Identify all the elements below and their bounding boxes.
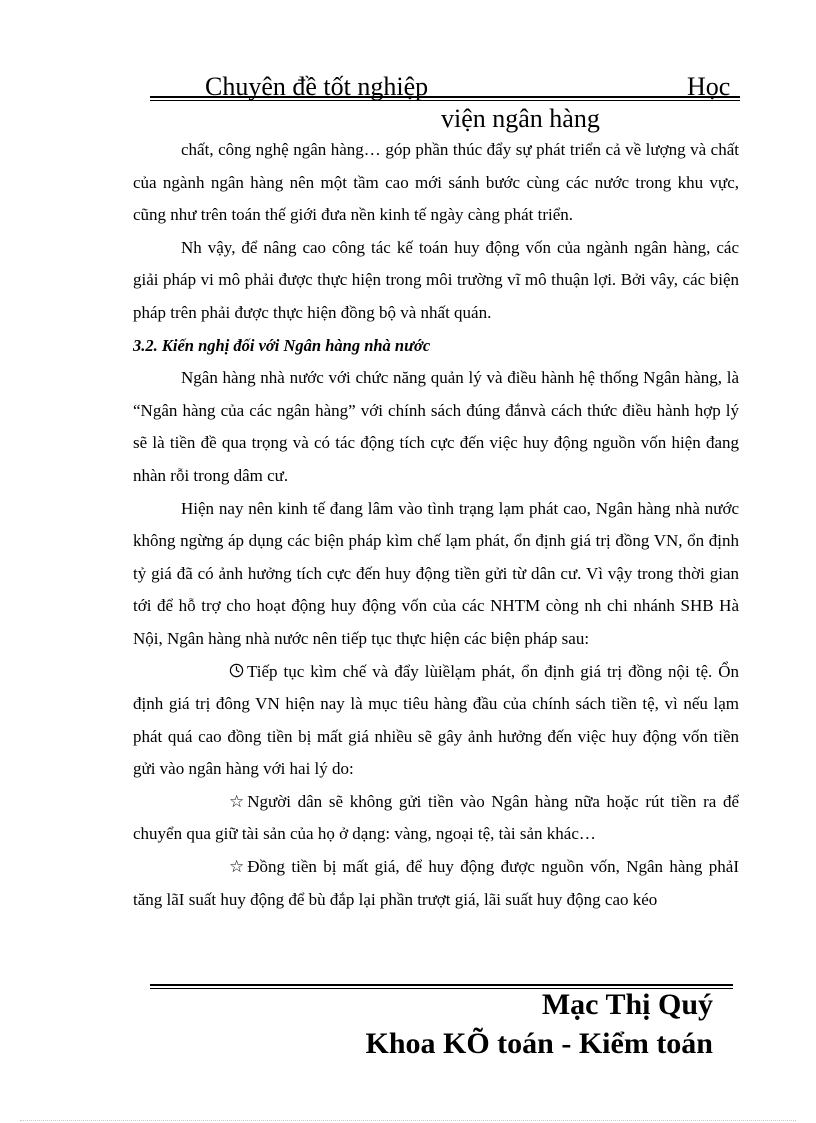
clock-icon <box>181 656 244 689</box>
author-name: Mạc Thị Quý <box>541 988 713 1021</box>
document-body <box>133 134 739 916</box>
paragraph: Hiện nay nên kinh tế đang lâm vào tình trạng lạm phát cao, Ngân hàng nhà nước không ngừng áp dụng các biện pháp kìm chế lạm phát, ổn định giá trị đồng VN, ổn định tỷ giá đã có ảnh hưởng tích cực đến huy động tiền gửi từ dân cư. Vì vậy trong thời gian tới để hỗ trợ cho hoạt động huy động vốn của các NHTM còng nh chi nhánh SHB Hà Nội, Ngân hàng nhà nước nên tiếp tục thực hiện các biện pháp sau: <box>133 498 739 648</box>
paragraph: Nh vậy, để nâng cao công tác kế toán huy động vốn của ngành ngân hàng, các giải pháp vi mô phải được thực hiện trong môi trường vĩ mô thuận lợi. Bởi vây, các biện pháp trên phải được thực hiện đồng bộ và nhất quán. <box>133 237 739 322</box>
star-icon: ☆ <box>229 857 245 877</box>
header-title: Chuyên đề tốt nghiệp <box>205 72 429 101</box>
header-rule-thin <box>150 100 740 101</box>
bullet-text: Người dân sẽ không gửi tiền vào Ngân hàng nữa hoặc rút tiền ra để chuyển qua giữ tài sản của họ ở dạng: vàng, ngoại tệ, tài sản khác… <box>133 791 739 844</box>
header-title-right: Học <box>687 72 731 101</box>
bullet-text: Đồng tiền bị mất giá, để huy động được nguồn vốn, Ngân hàng phảI tăng lãI suất huy động để bù đắp lại phần trượt giá, lãi suất huy động cao kéo <box>133 857 739 909</box>
page-header <box>0 0 816 140</box>
star-icon: ☆ <box>229 791 245 811</box>
bullet-item <box>133 851 739 916</box>
section-heading: 3.2. Kiến nghị đối với Ngân hàng nhà nước <box>133 335 431 355</box>
department-name: Khoa KÕ toán - Kiểm toán <box>365 1027 713 1060</box>
bullet-text: Tiếp tục kìm chế và đẩy lùiềlạm phát, ổn định giá trị đồng nội tệ. Ổn định giá trị đông VN hiện nay là mục tiêu hàng đầu của chính sách tiền tệ, vì nếu lạm phát quá cao đồng tiền bị mất giá nhiều sẽ gây ảnh hưởng đến việc huy động vốn tiền gửi vào ngân hàng với hai lý do: <box>133 661 739 779</box>
bullet-item <box>133 786 739 851</box>
header-rule <box>150 96 740 98</box>
header-subtitle: viện ngân hàng <box>441 104 600 133</box>
page-edge <box>20 1120 796 1121</box>
footer-rule <box>150 984 733 986</box>
paragraph: Ngân hàng nhà nước với chức năng quản lý và điều hành hệ thống Ngân hàng, là “Ngân hàng của các ngân hàng” với chính sách đúng đắnvà cách thức điều hành hợp lý sẽ là tiền đề qua trọng và có tác động tích cực đến việc huy động nguồn vốn hiện đang nhàn rỗi trong dâm cư. <box>133 368 739 485</box>
bullet-item <box>133 656 739 786</box>
paragraph: chất, công nghệ ngân hàng… góp phần thúc đẩy sự phát triển cả về lượng và chất của ngành ngân hàng nên một tầm cao mới sánh bước cùng các nước trong khu vực, cũng như trên toán thế giới đưa nền kinh tế ngày càng phát triển. <box>133 140 739 225</box>
